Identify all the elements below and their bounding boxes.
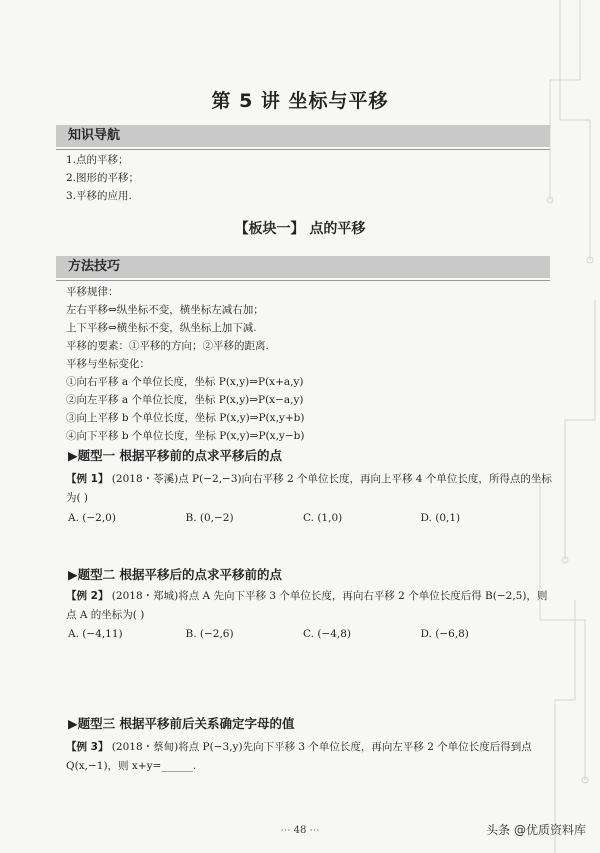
method-line: ①向右平移 a 个单位长度，坐标 P(x,y)⇒P(x+a,y) <box>66 376 304 388</box>
option: A. (−4,11) <box>68 628 123 640</box>
example-3 <box>66 738 552 776</box>
option: C. (−4,8) <box>303 628 352 640</box>
example-text: (2018・郑城)将点 A 先向下平移 3 个单位长度，再向右平移 2 个单位长度后得 B(−2,5)，则点 A 的坐标为( ) <box>66 590 548 621</box>
method-line: 左右平移⇔纵坐标不变，横坐标左减右加； <box>66 304 264 316</box>
example-1 <box>66 470 552 508</box>
method-line: 上下平移⇔横坐标不变，纵坐标上加下减. <box>66 322 257 334</box>
example-tag: 【例 1】 <box>66 473 109 485</box>
option: D. (0,1) <box>420 512 461 524</box>
knowledge-heading: 知识导航 <box>56 125 550 147</box>
method-line: 平移与坐标变化： <box>66 358 150 370</box>
method-line: ④向下平移 b 个单位长度，坐标 P(x,y)⇒P(x,y−b) <box>66 430 305 442</box>
knowledge-item: 3.平移的应用. <box>66 190 132 202</box>
example-text: (2018・苓溪)点 P(−2,−3)向右平移 2 个单位长度，再向上平移 4 个单位长度，所得点的坐标为( ) <box>66 473 552 504</box>
example-2 <box>66 587 552 625</box>
options-2 <box>68 628 538 640</box>
knowledge-item: 1.点的平移； <box>66 154 129 166</box>
example-text: (2018・蔡甸)将点 P(−3,y)先向下平移 3 个单位长度，再向左平移 2 个单位长度后得到点 Q(x,−1)，则 x+y=______. <box>66 741 532 772</box>
option: B. (0,−2) <box>185 512 234 524</box>
option: D. (−6,8) <box>420 628 469 640</box>
watermark: 头条 @优质资料库 <box>486 823 586 837</box>
method-line: 平移的要素：①平移的方向；②平移的距离. <box>66 340 269 352</box>
type-heading: ▶题型三 根据平移前后关系确定字母的值 <box>68 716 295 731</box>
example-tag: 【例 3】 <box>66 741 109 753</box>
page-title: 第 5 讲 坐标与平移 <box>211 90 389 112</box>
option: A. (−2,0) <box>68 512 116 524</box>
method-heading: 方法技巧 <box>56 256 550 278</box>
knowledge-item: 2.图形的平移； <box>66 172 140 184</box>
page-number: ⋯ 48 ⋯ <box>280 825 320 836</box>
type-heading: ▶题型二 根据平移后的点求平移前的点 <box>68 567 282 582</box>
module-title: 【板块一】 点的平移 <box>234 221 366 237</box>
example-tag: 【例 2】 <box>66 590 109 602</box>
option: C. (1,0) <box>303 512 343 524</box>
method-line: ②向左平移 a 个单位长度，坐标 P(x,y)⇒P(x−a,y) <box>66 394 304 406</box>
options-1 <box>68 512 538 524</box>
type-heading: ▶题型一 根据平移前的点求平移后的点 <box>68 448 282 463</box>
option: B. (−2,6) <box>185 628 234 640</box>
method-line: ③向上平移 b 个单位长度，坐标 P(x,y)⇒P(x,y+b) <box>66 412 305 424</box>
method-line: 平移规律： <box>66 286 119 298</box>
